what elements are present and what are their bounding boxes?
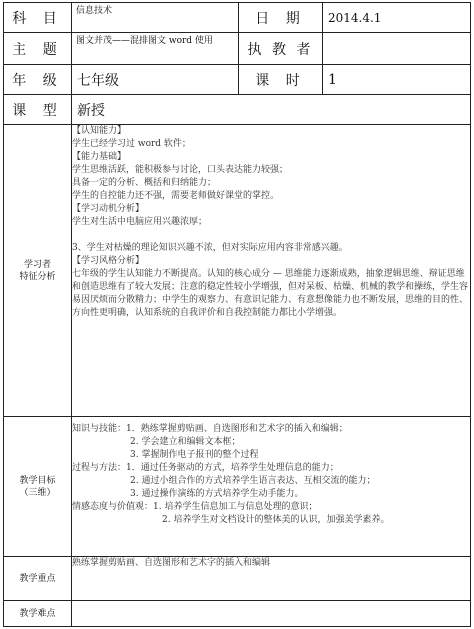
process-line xyxy=(72,462,470,475)
key-points-value: 熟练掌握剪贴画、自选图形和艺术字的插入和编辑 xyxy=(72,557,471,601)
analysis-line: 【学习动机分析】 xyxy=(72,204,145,214)
analysis-line: 【认知能力】 xyxy=(72,126,127,136)
objectives-content xyxy=(72,417,471,557)
analysis-content xyxy=(72,125,471,417)
analysis-label-line1: 学习者 xyxy=(23,259,51,270)
emotion-item: 2. 培养学生对文档设计的整体美的认识，加强美学素养。 xyxy=(162,515,390,525)
analysis-blank-line xyxy=(72,229,470,242)
knowledge-item: 2. 学会建立和编辑文本框； xyxy=(130,437,241,447)
difficulties-label: 教学难点 xyxy=(4,601,72,627)
objectives-label xyxy=(4,417,72,557)
knowledge-label: 知识与技能： xyxy=(72,424,127,434)
process-label: 过程与方法： xyxy=(72,463,127,473)
analysis-paragraph: 七年级的学生认知能力不断提高。认知的核心成分 — 思维能力逐渐成熟，抽象逻辑思维、辩证思维和创造思维有了较大发展；注意的稳定性较小学增强，但对呆板、枯燥、机械的教学和操练，学生容易因厌烦而分散精力；中学生的观察力、有意识记能力、有意想像能力也不断发展，思维的目的性、方向性更明确，认知系统的自我评价和自我控制能力都比小学增强。 xyxy=(72,269,469,318)
grade-label: 年 级 xyxy=(4,65,72,95)
period-label: 课 时 xyxy=(239,65,323,95)
subject-label: 科 目 xyxy=(4,3,72,33)
knowledge-line xyxy=(72,423,470,436)
objectives-label-line1: 教学目标 xyxy=(19,475,56,486)
teacher-value xyxy=(323,33,471,65)
lesson-plan-table xyxy=(3,2,471,627)
analysis-line: 学生已经学习过 word 软件； xyxy=(72,139,191,149)
knowledge-item: 1．熟练掌握剪贴画、自选图形和艺术字的插入和编辑； xyxy=(126,424,348,434)
row-topic-teacher xyxy=(4,33,471,65)
key-points-label: 教学重点 xyxy=(4,557,72,601)
grade-value: 七年级 xyxy=(72,65,239,95)
subject-value: 信息技术 xyxy=(72,3,239,33)
row-objectives xyxy=(4,417,471,557)
type-label: 课 型 xyxy=(4,95,72,125)
date-value: 2014.4.1 xyxy=(323,3,471,33)
emotion-item: 1. 培养学生信息加工与信息处理的意识； xyxy=(153,502,318,512)
analysis-line: 学生思维活跃，能积极参与讨论，口头表达能力较强； xyxy=(72,165,289,175)
analysis-line: 3、学生对枯燥的理论知识兴趣不浓，但对实际应用内容非常感兴趣。 xyxy=(72,243,348,253)
topic-label: 主 题 xyxy=(4,33,72,65)
analysis-line: 具备一定的分析、概括和归纳能力； xyxy=(72,178,217,188)
date-label: 日 期 xyxy=(239,3,323,33)
process-item: 2. 通过小组合作的方式培养学生语言表达、互相交流的能力； xyxy=(130,476,376,486)
analysis-label-line2: 特征分析 xyxy=(19,271,56,282)
type-value: 新授 xyxy=(72,95,471,125)
emotion-line xyxy=(72,501,470,514)
knowledge-item: 3. 掌握制作电子报刊的整个过程 xyxy=(130,450,259,460)
difficulties-value xyxy=(72,601,471,627)
analysis-label xyxy=(4,125,72,417)
process-item: 3. 通过操作演练的方式培养学生动手能力。 xyxy=(130,489,304,499)
row-grade-period xyxy=(4,65,471,95)
analysis-line: 【学习风格分析】 xyxy=(72,256,145,266)
row-difficulties xyxy=(4,601,471,627)
row-subject-date xyxy=(4,3,471,33)
period-value: 1 xyxy=(323,65,471,95)
row-key-points xyxy=(4,557,471,601)
row-lesson-type xyxy=(4,95,471,125)
process-item: 1．通过任务驱动的方式，培养学生处理信息的能力； xyxy=(126,463,339,473)
analysis-line: 学生对生活中电脑应用兴趣浓厚； xyxy=(72,217,208,227)
objectives-label-line2: （三维） xyxy=(19,487,56,498)
row-learner-analysis xyxy=(4,125,471,417)
analysis-line: 学生的自控能力还不强，需要老师做好课堂的掌控。 xyxy=(72,191,280,201)
topic-value: 图文并茂——混排图文 word 使用 xyxy=(72,33,239,65)
teacher-label: 执 教 者 xyxy=(239,33,323,65)
emotion-label: 情感态度与价值观： xyxy=(72,502,154,512)
analysis-line: 【能力基础】 xyxy=(72,152,127,162)
